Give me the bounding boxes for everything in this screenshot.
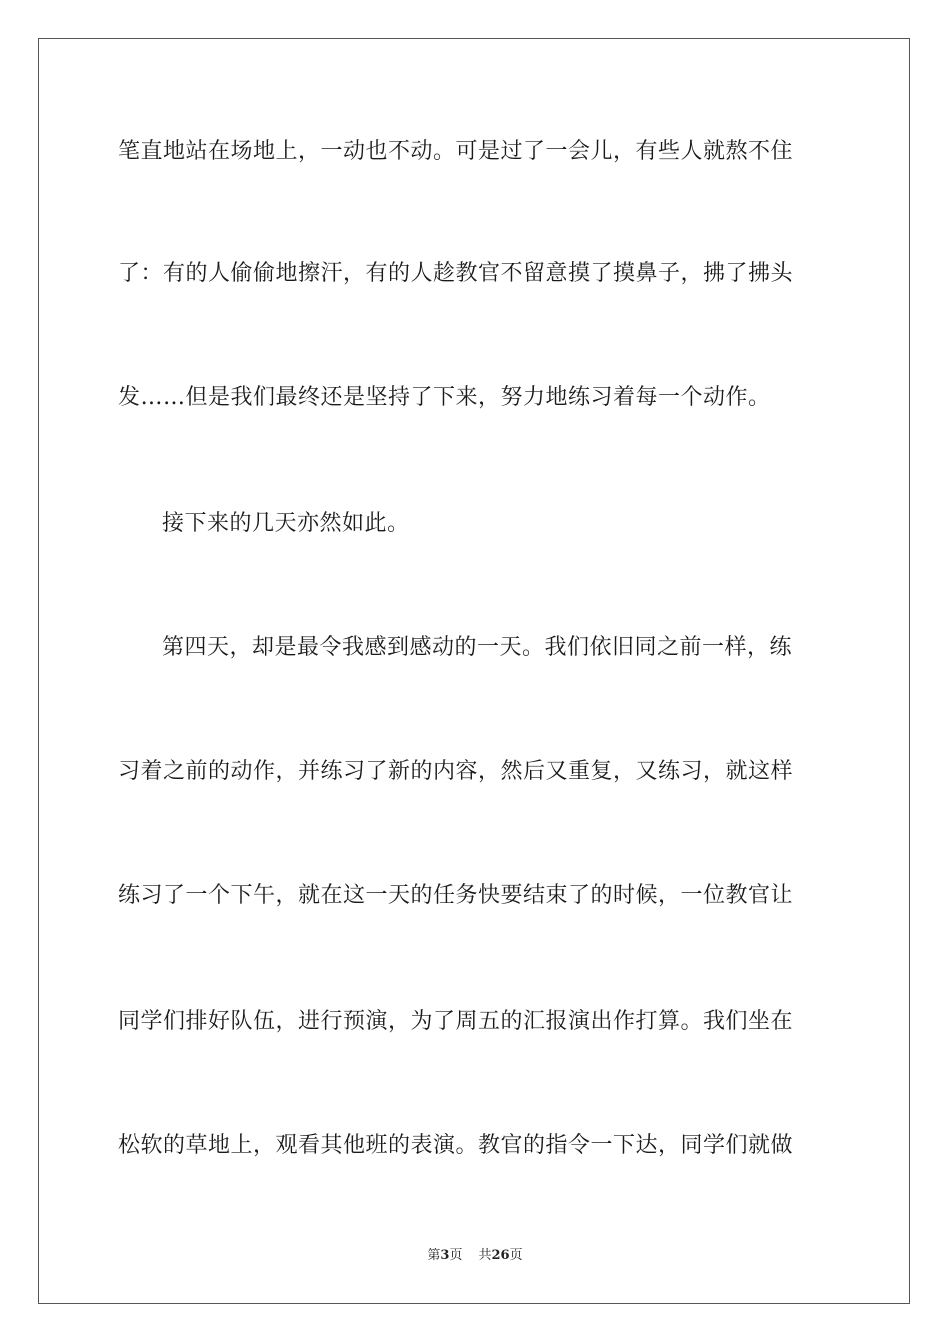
paragraph-line: 接下来的几天亦然如此。 <box>162 511 410 536</box>
page-number: 3 <box>440 1248 450 1263</box>
paragraph-line: 了：有的人偷偷地擦汗，有的人趁教官不留意摸了摸鼻子，拂了拂头 <box>118 261 794 286</box>
paragraph-line: 笔直地站在场地上，一动也不动。可是过了一会儿，有些人就熬不住 <box>118 139 794 164</box>
paragraph-line: 松软的草地上，观看其他班的表演。教官的指令一下达，同学们就做 <box>118 1133 794 1158</box>
page-footer <box>0 1246 950 1266</box>
total-pages: 26 <box>491 1248 510 1263</box>
paragraph-line: 习着之前的动作，并练习了新的内容，然后又重复，又练习，就这样 <box>118 759 794 784</box>
paragraph-line: 发……但是我们最终还是坚持了下来，努力地练习着每一个动作。 <box>118 385 771 410</box>
page-label-suffix: 页 <box>449 1248 463 1263</box>
total-label-prefix: 共 <box>478 1248 492 1263</box>
paragraph-line: 练习了一个下午，就在这一天的任务快要结束了的时候，一位教官让 <box>118 883 794 908</box>
page-border <box>38 38 910 1304</box>
paragraph-line: 同学们排好队伍，进行预演，为了周五的汇报演出作打算。我们坐在 <box>118 1009 794 1034</box>
total-label-suffix: 页 <box>509 1248 523 1263</box>
paragraph-line: 第四天，却是最令我感到感动的一天。我们依旧同之前一样，练 <box>162 635 793 660</box>
page-label-prefix: 第 <box>427 1248 441 1263</box>
